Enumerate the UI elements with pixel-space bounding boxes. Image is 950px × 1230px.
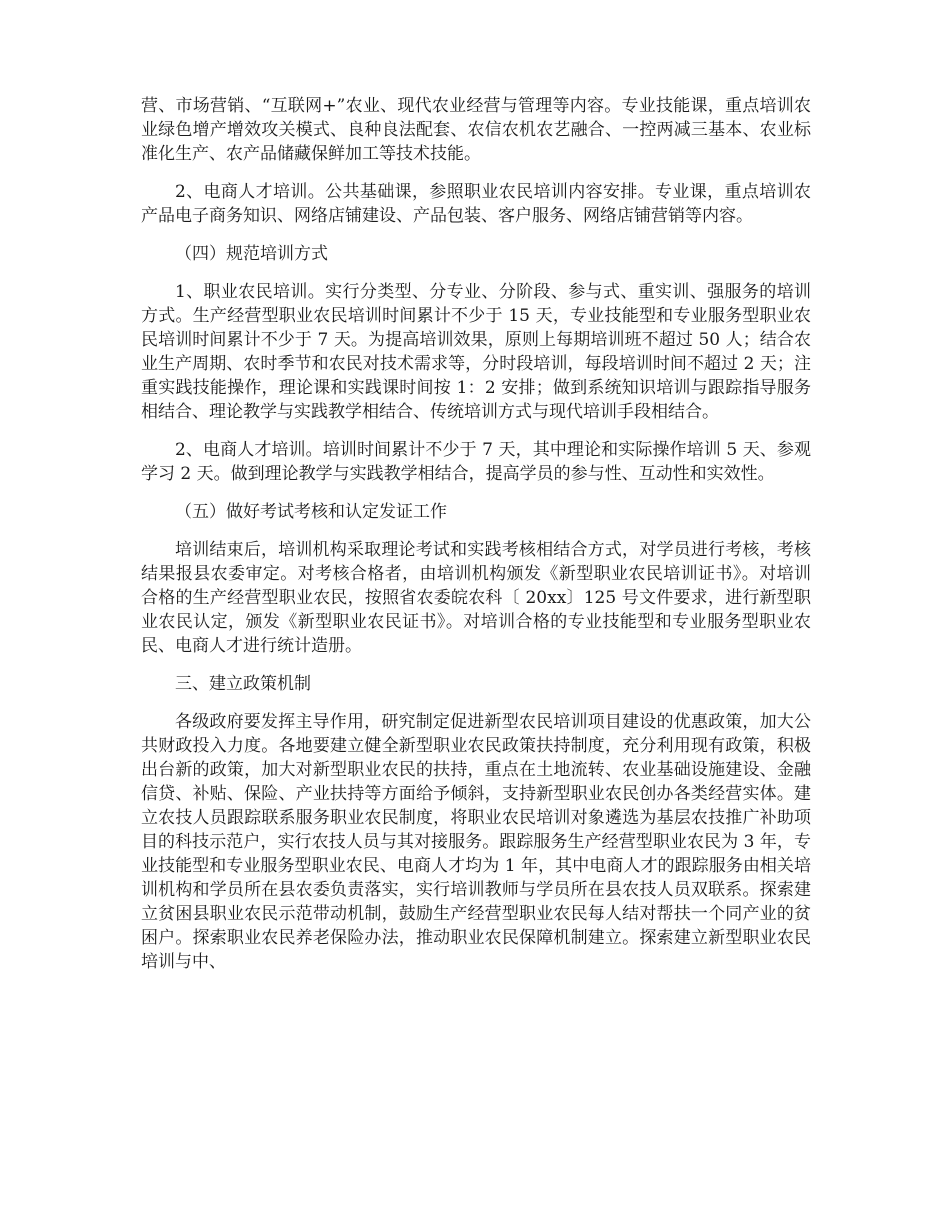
paragraph-farmer-training-method: 1、职业农民培训。实行分类型、分专业、分阶段、参与式、重实训、强服务的培训方式。生产经营型职业农民培训时间累计不少于 15 天，专业技能型和专业服务型职业农民培训时间累计不少于 7 天。为提高培训效果，原则上每期培训班不超过 50 人；结合农业生产周期、农时季节和农民对技术需求等，分时段培训，每段培训时间不超过 2 天；注重实践技能操作，理论课和实践课时间按 1：2 安排；做到系统知识培训与跟踪指导服务相结合、理论教学与实践教学相结合、传统培训方式与现代培训手段相结合。 (141, 282, 811, 422)
paragraph-ecommerce-training-method: 2、电商人才培训。培训时间累计不少于 7 天，其中理论和实际操作培训 5 天、参观学习 2 天。做到理论教学与实践教学相结合，提高学员的参与性、互动性和实效性。 (141, 440, 811, 484)
document-body (141, 94, 811, 974)
section-heading-exam-certification: （五）做好考试考核和认定发证工作 (175, 502, 447, 522)
paragraph-policy-mechanism: 各级政府要发挥主导作用，研究制定促进新型农民培训项目建设的优惠政策，加大公共财政投入力度。各地要建立健全新型职业农民政策扶持制度，充分利用现有政策，积极出台新的政策，加大对新型职业农民的扶持，重点在土地流转、农业基础设施建设、金融信贷、补贴、保险、产业扶持等方面给予倾斜，支持新型职业农民创办各类经营实体。建立农技人员跟踪联系服务职业农民制度，将职业农民培训对象遴选为基层农技推广补助项目的科技示范户，实行农技人员与其对接服务。跟踪服务生产经营型职业农民为 3 年，专业技能型和专业服务型职业农民、电商人才均为 1 年，其中电商人才的跟踪服务由相关培训机构和学员所在县农委负责落实，实行培训教师与学员所在县农技人员双联系。探索建立贫困县职业农民示范带动机制，鼓励生产经营型职业农民每人结对帮扶一个同产业的贫困户。探索职业农民养老保险办法，推动职业农民保障机制建立。探索建立新型职业农民培训与中、 (141, 712, 811, 972)
paragraph-continued: 营、市场营销、“互联网+”农业、现代农业经营与管理等内容。专业技能课，重点培训农业绿色增产增效攻关模式、良种良法配套、农信农机农艺融合、一控两减三基本、农业标准化生产、农产品储藏保鲜加工等技术技能。 (141, 96, 811, 164)
paragraph-ecommerce-training-content: 2、电商人才培训。公共基础课，参照职业农民培训内容安排。专业课，重点培训农产品电子商务知识、网络店铺建设、产品包装、客户服务、网络店铺营销等内容。 (141, 182, 811, 226)
paragraph-exam-certification: 培训结束后，培训机构采取理论考试和实践考核相结合方式，对学员进行考核，考核结果报县农委审定。对考核合格者，由培训机构颁发《新型职业农民培训证书》。对培训合格的生产经营型职业农民，按照省农委皖农科〔 20xx〕125 号文件要求，进行新型职业农民认定，颁发《新型职业农民证书》。对培训合格的专业技能型和专业服务型职业农民、电商人才进行统计造册。 (141, 540, 811, 656)
section-heading-policy-mechanism: 三、建立政策机制 (175, 674, 311, 694)
section-heading-training-methods: （四）规范培训方式 (175, 244, 328, 264)
